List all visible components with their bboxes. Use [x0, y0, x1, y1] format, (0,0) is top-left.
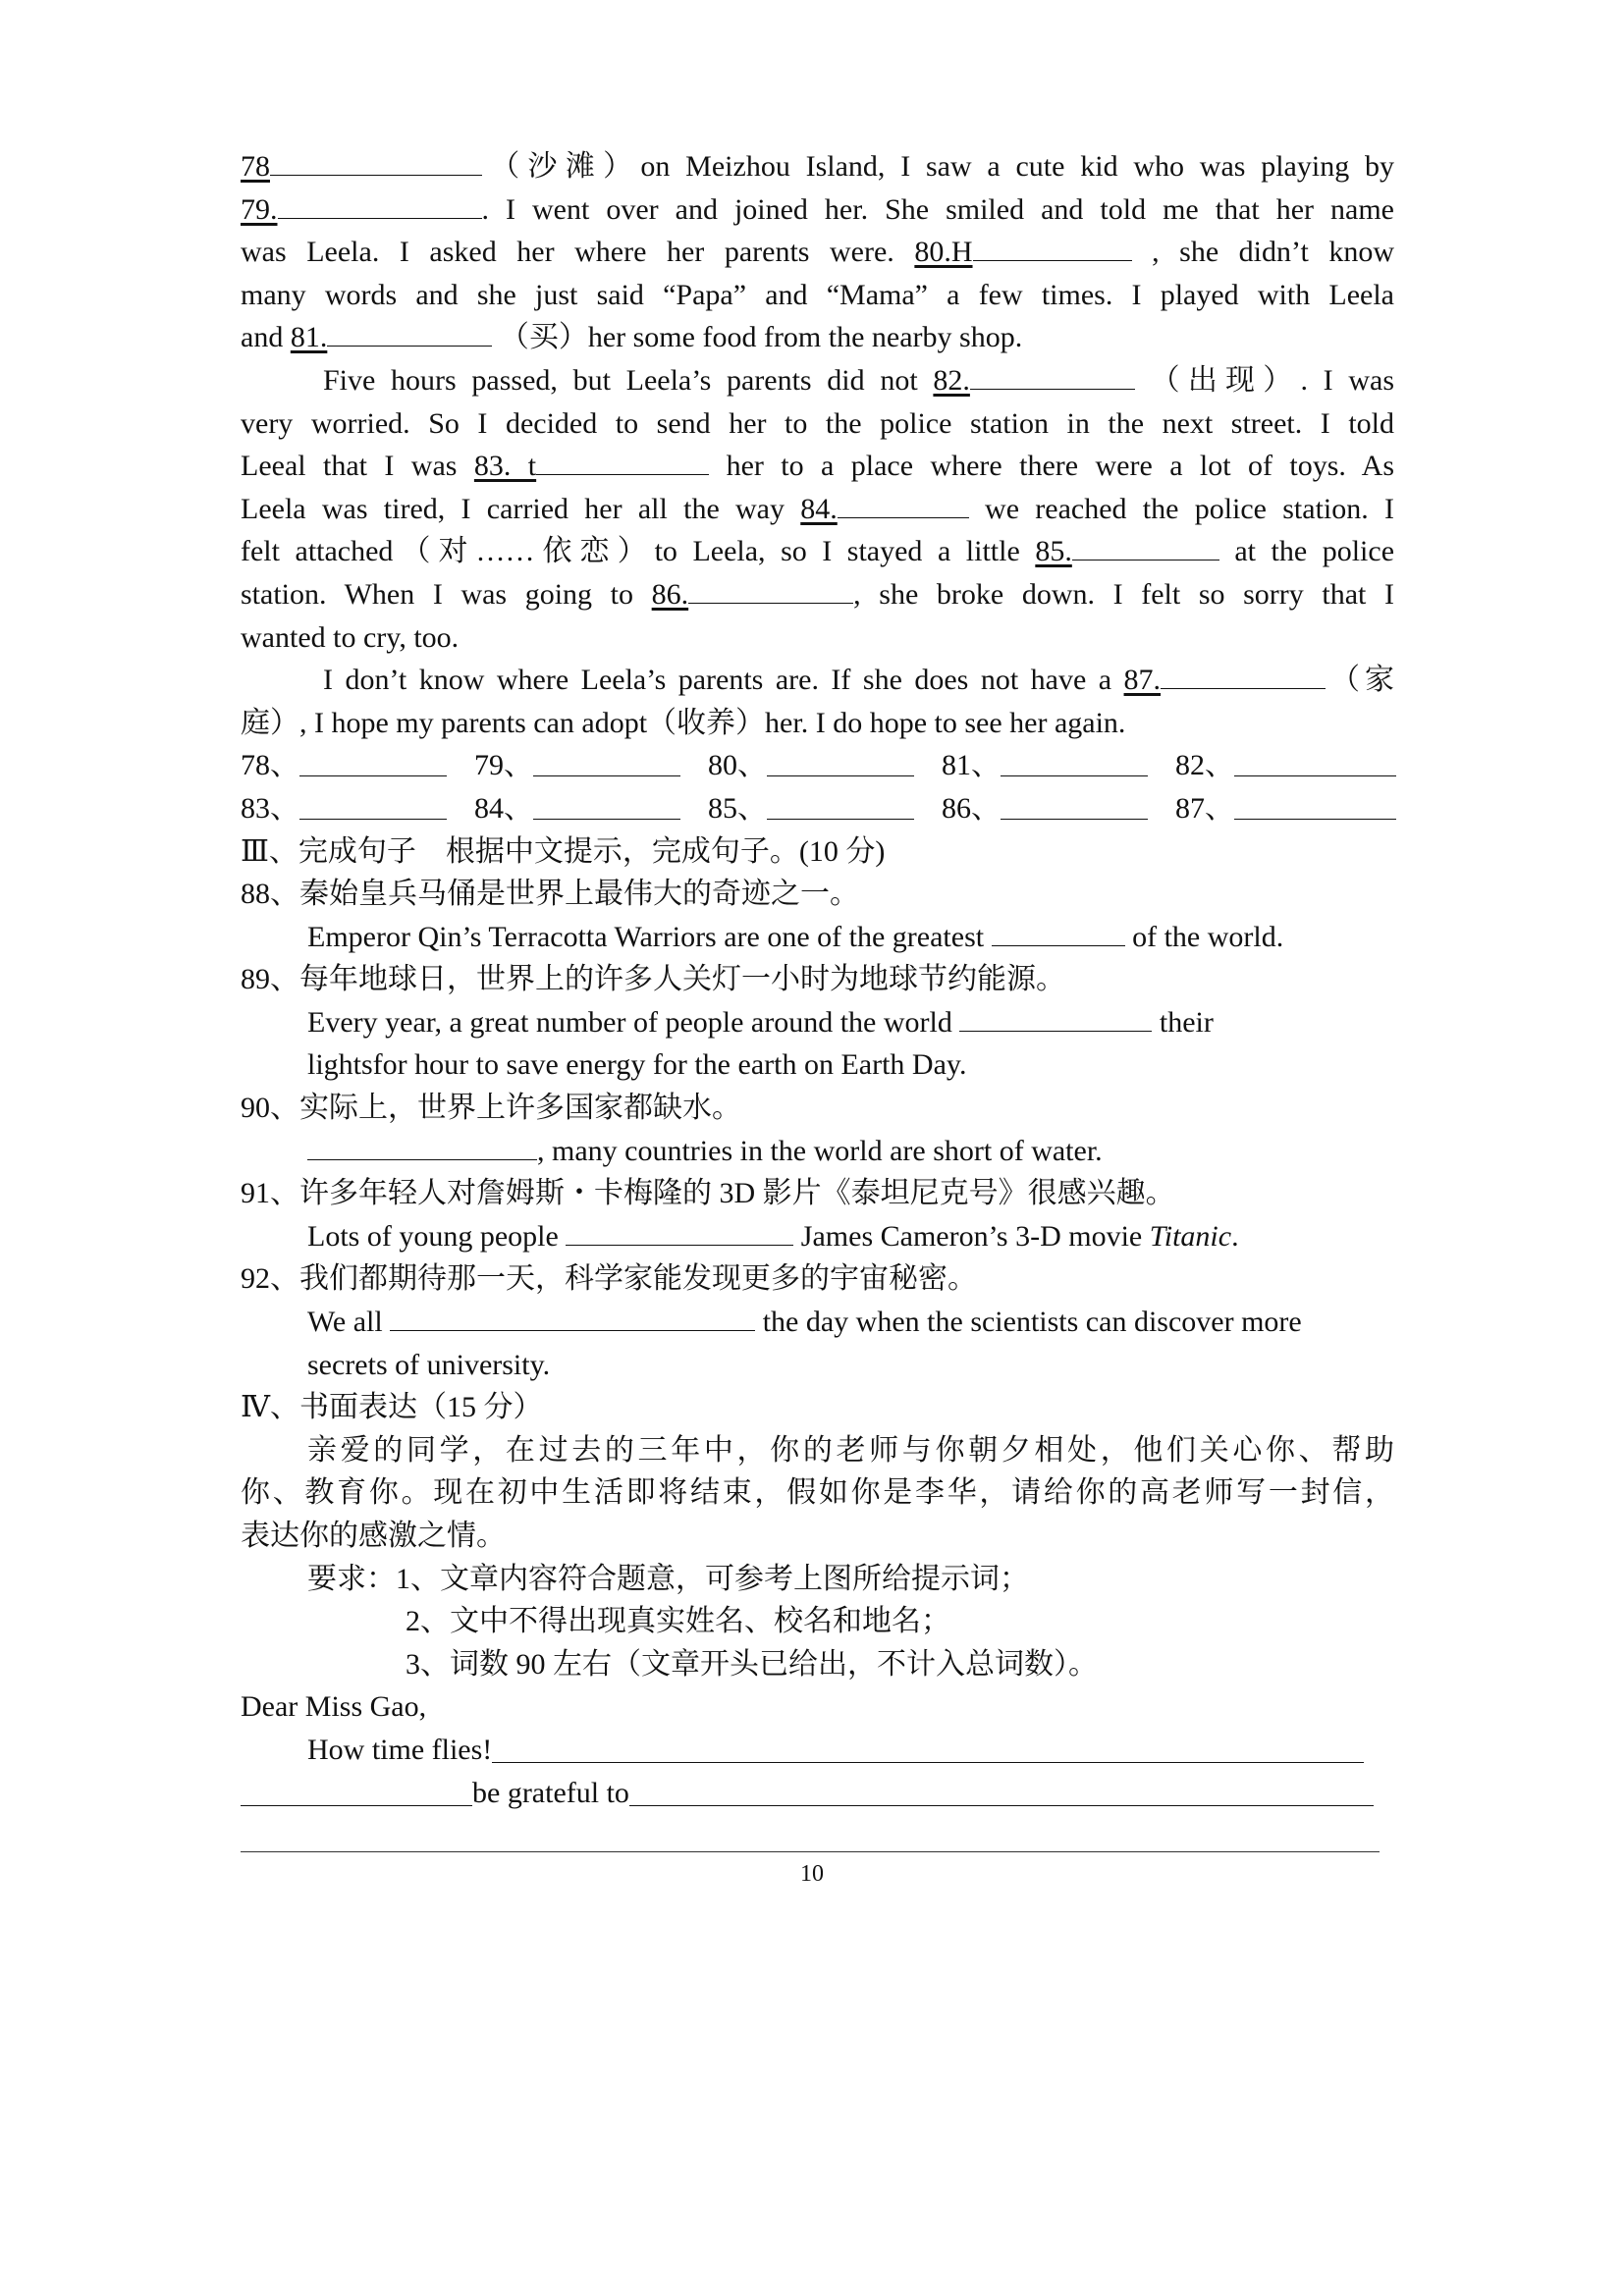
passage-line: [241, 702, 1394, 745]
blank-83[interactable]: [536, 445, 709, 475]
passage-text: 庭）, I hope my parents can adopt（收养）her. I do hope to see her again.: [241, 706, 1126, 739]
question-89-sentence: [241, 1001, 1394, 1044]
movie-title: Titanic: [1149, 1219, 1232, 1253]
answer-number: 79、: [474, 749, 533, 782]
passage-text: many words and she just said “Papa” and “Mama” a few times. I played with Leela: [241, 278, 1394, 311]
answer-slot-83[interactable]: [241, 787, 474, 830]
sentence-text: , many countries in the world are short of water.: [537, 1134, 1103, 1167]
answer-line[interactable]: [1234, 789, 1396, 820]
question-89-prompt: 89、每年地球日，世界上的许多人关灯一小时为地球节约能源。: [241, 963, 1065, 996]
passage-text: , she broke down. I felt so sorry that I: [853, 577, 1394, 611]
passage-text: at the police: [1234, 535, 1394, 568]
question-91-prompt: 91、许多年轻人对詹姆斯・卡梅隆的 3D 影片《泰坦尼克号》很感兴趣。: [241, 1177, 1175, 1210]
blank-81[interactable]: [327, 316, 492, 347]
sentence-text: Lots of young people: [307, 1219, 559, 1253]
passage-text: （家: [1326, 664, 1394, 697]
answer-blank-88[interactable]: [992, 916, 1125, 946]
passage-line: [241, 573, 1394, 616]
blank-79-label: 79.: [241, 192, 278, 226]
passage-text: we reached the police station. I: [985, 492, 1394, 525]
blank-81-label: 81.: [290, 321, 328, 354]
page-number: 10: [800, 1861, 824, 1887]
sentence-text: the day when the scientists can discover more: [762, 1306, 1302, 1339]
passage-text: her to a place where there were a lot of toys. As: [726, 450, 1394, 483]
passage-text: felt attached（对……依恋）to Leela, so I stayed a little: [241, 535, 1020, 568]
answer-number: 81、: [942, 749, 1001, 782]
passage-text: and: [241, 321, 284, 354]
blank-80[interactable]: [973, 231, 1132, 261]
answer-line[interactable]: [767, 746, 914, 776]
answer-line[interactable]: [1001, 746, 1148, 776]
answer-slot-81[interactable]: [942, 744, 1175, 787]
answer-line[interactable]: [767, 789, 914, 820]
answer-number: 80、: [708, 749, 767, 782]
letter-opening: [241, 1729, 1394, 1772]
question-91-sentence: [241, 1215, 1394, 1258]
blank-87-label: 87.: [1123, 664, 1162, 697]
passage-text: （出现）. I was: [1150, 363, 1394, 397]
passage-line: [241, 530, 1394, 573]
writing-intro: 亲爱的同学，在过去的三年中，你的老师与你朝夕相处，他们关心你、帮助: [307, 1433, 1394, 1467]
answer-number: 85、: [708, 791, 767, 825]
answer-slot-85[interactable]: [708, 787, 942, 830]
blank-80-label: 80.H: [914, 236, 973, 269]
passage-line: [241, 659, 1394, 702]
answer-slot-82[interactable]: [1175, 744, 1391, 787]
passage-text: was Leela. I asked her where her parents were.: [241, 236, 894, 269]
answer-number: 78、: [241, 749, 299, 782]
answer-number: 83、: [241, 791, 299, 825]
answer-slot-79[interactable]: [474, 744, 708, 787]
writing-intro: 表达你的感激之情。: [241, 1520, 506, 1552]
blank-79[interactable]: [278, 188, 482, 219]
passage-line: [241, 231, 1394, 274]
question-90-prompt: 90、实际上，世界上许多国家都缺水。: [241, 1092, 741, 1125]
passage-line: [241, 316, 1394, 359]
answer-line[interactable]: [1001, 789, 1148, 820]
passage-line: [241, 274, 1394, 317]
blank-82[interactable]: [970, 359, 1135, 390]
blank-84[interactable]: [838, 488, 969, 518]
sentence-text: Emperor Qin’s Terracotta Warriors are one of the greatest: [307, 920, 985, 953]
passage-text: （买）her some food from the nearby shop.: [499, 321, 1023, 354]
passage-text: I don’t know where Leela’s parents are. If she does not have a: [323, 664, 1112, 697]
passage-text: （沙滩）on Meizhou Island, I saw a cute kid who was playing by: [482, 150, 1394, 183]
answer-slot-86[interactable]: [942, 787, 1175, 830]
blank-86-label: 86.: [651, 577, 689, 611]
answer-row-1: [241, 744, 1394, 787]
writing-line[interactable]: [492, 1731, 1364, 1763]
passage-text: station. When I was going to: [241, 577, 634, 611]
answer-row-2: [241, 787, 1394, 830]
question-92-prompt: 92、我们都期待那一天，科学家能发现更多的宇宙秘密。: [241, 1262, 977, 1296]
passage-line: [241, 616, 1394, 660]
passage-line: [241, 402, 1394, 446]
answer-number: 87、: [1175, 791, 1234, 825]
letter-text: How time flies!: [307, 1733, 493, 1766]
answer-line[interactable]: [299, 789, 447, 820]
answer-number: 84、: [474, 791, 533, 825]
footer-rule: [241, 1851, 1380, 1852]
sentence-text: .: [1231, 1219, 1239, 1253]
answer-blank-92[interactable]: [390, 1301, 755, 1331]
passage-text: wanted to cry, too.: [241, 620, 460, 654]
blank-86[interactable]: [688, 573, 853, 604]
answer-slot-84[interactable]: [474, 787, 708, 830]
writing-line[interactable]: [629, 1774, 1374, 1806]
blank-87[interactable]: [1161, 659, 1326, 689]
passage-text: . I went over and joined her. She smiled and told me that her name: [481, 192, 1394, 226]
answer-number: 82、: [1175, 749, 1234, 782]
blank-78-label: 78: [241, 150, 270, 183]
passage-line: [241, 488, 1394, 531]
sentence-text: We all: [307, 1306, 383, 1339]
requirement-2: 2、文中不得出现真实姓名、校名和地名；: [406, 1605, 950, 1638]
section-4-heading: Ⅳ、书面表达（15 分）: [241, 1391, 543, 1424]
worksheet-page: [241, 145, 1394, 1814]
passage-text: very worried. So I decided to send her to the police station in the next street. I told: [241, 406, 1394, 440]
question-88-sentence: [241, 916, 1394, 959]
answer-slot-87[interactable]: [1175, 787, 1391, 830]
passage-text: Five hours passed, but Leela’s parents did not: [323, 363, 918, 397]
writing-intro: 你、教育你。现在初中生活即将结束，假如你是李华，请给你的高老师写一封信，: [241, 1476, 1394, 1510]
blank-84-label: 84.: [800, 492, 838, 525]
section-3-heading: Ⅲ、完成句子 根据中文提示，完成句子。(10 分): [241, 834, 886, 868]
answer-slot-78[interactable]: [241, 744, 474, 787]
blank-85-label: 85.: [1035, 535, 1072, 568]
question-92-sentence-cont: secrets of university.: [307, 1348, 551, 1381]
answer-line[interactable]: [299, 746, 447, 776]
answer-line[interactable]: [533, 789, 680, 820]
letter-line-2: [241, 1772, 1394, 1815]
passage-line: [241, 145, 1394, 188]
blank-78[interactable]: [270, 145, 482, 176]
question-90-sentence: [241, 1130, 1394, 1173]
requirement-1: 要求：1、文章内容符合题意，可参考上图所给提示词；: [307, 1562, 1029, 1595]
passage-text: Leela was tired, I carried her all the way: [241, 492, 785, 525]
sentence-text: of the world.: [1132, 920, 1284, 953]
question-89-sentence-cont: lightsfor hour to save energy for the earth on Earth Day.: [307, 1048, 967, 1082]
question-92-sentence: [241, 1301, 1394, 1344]
blank-85[interactable]: [1072, 530, 1219, 561]
answer-blank-89[interactable]: [959, 1001, 1152, 1032]
answer-blank-90[interactable]: [307, 1130, 537, 1160]
sentence-text: Every year, a great number of people around the world: [307, 1005, 952, 1039]
answer-line[interactable]: [1234, 746, 1396, 776]
answer-blank-91[interactable]: [566, 1215, 793, 1246]
passage-text: , she didn’t know: [1152, 236, 1394, 269]
blank-82-label: 82.: [933, 363, 970, 397]
blank-83-label: 83. t: [473, 450, 537, 483]
answer-number: 86、: [942, 791, 1001, 825]
letter-text: be grateful to: [472, 1776, 629, 1809]
requirement-3: 3、词数 90 左右（文章开头已给出，不计入总词数）。: [406, 1647, 1098, 1681]
letter-greeting: Dear Miss Gao,: [241, 1690, 427, 1724]
passage-text: Leeal that I was: [241, 450, 458, 483]
sentence-text: James Cameron’s 3-D movie: [800, 1219, 1143, 1253]
answer-slot-80[interactable]: [708, 744, 942, 787]
writing-line[interactable]: [241, 1774, 472, 1806]
question-88-prompt: 88、秦始皇兵马俑是世界上最伟大的奇迹之一。: [241, 878, 859, 911]
sentence-text: their: [1159, 1005, 1214, 1039]
passage-line: [241, 445, 1394, 488]
passage-line: [241, 188, 1394, 232]
passage-line: [241, 359, 1394, 402]
answer-line[interactable]: [533, 746, 680, 776]
